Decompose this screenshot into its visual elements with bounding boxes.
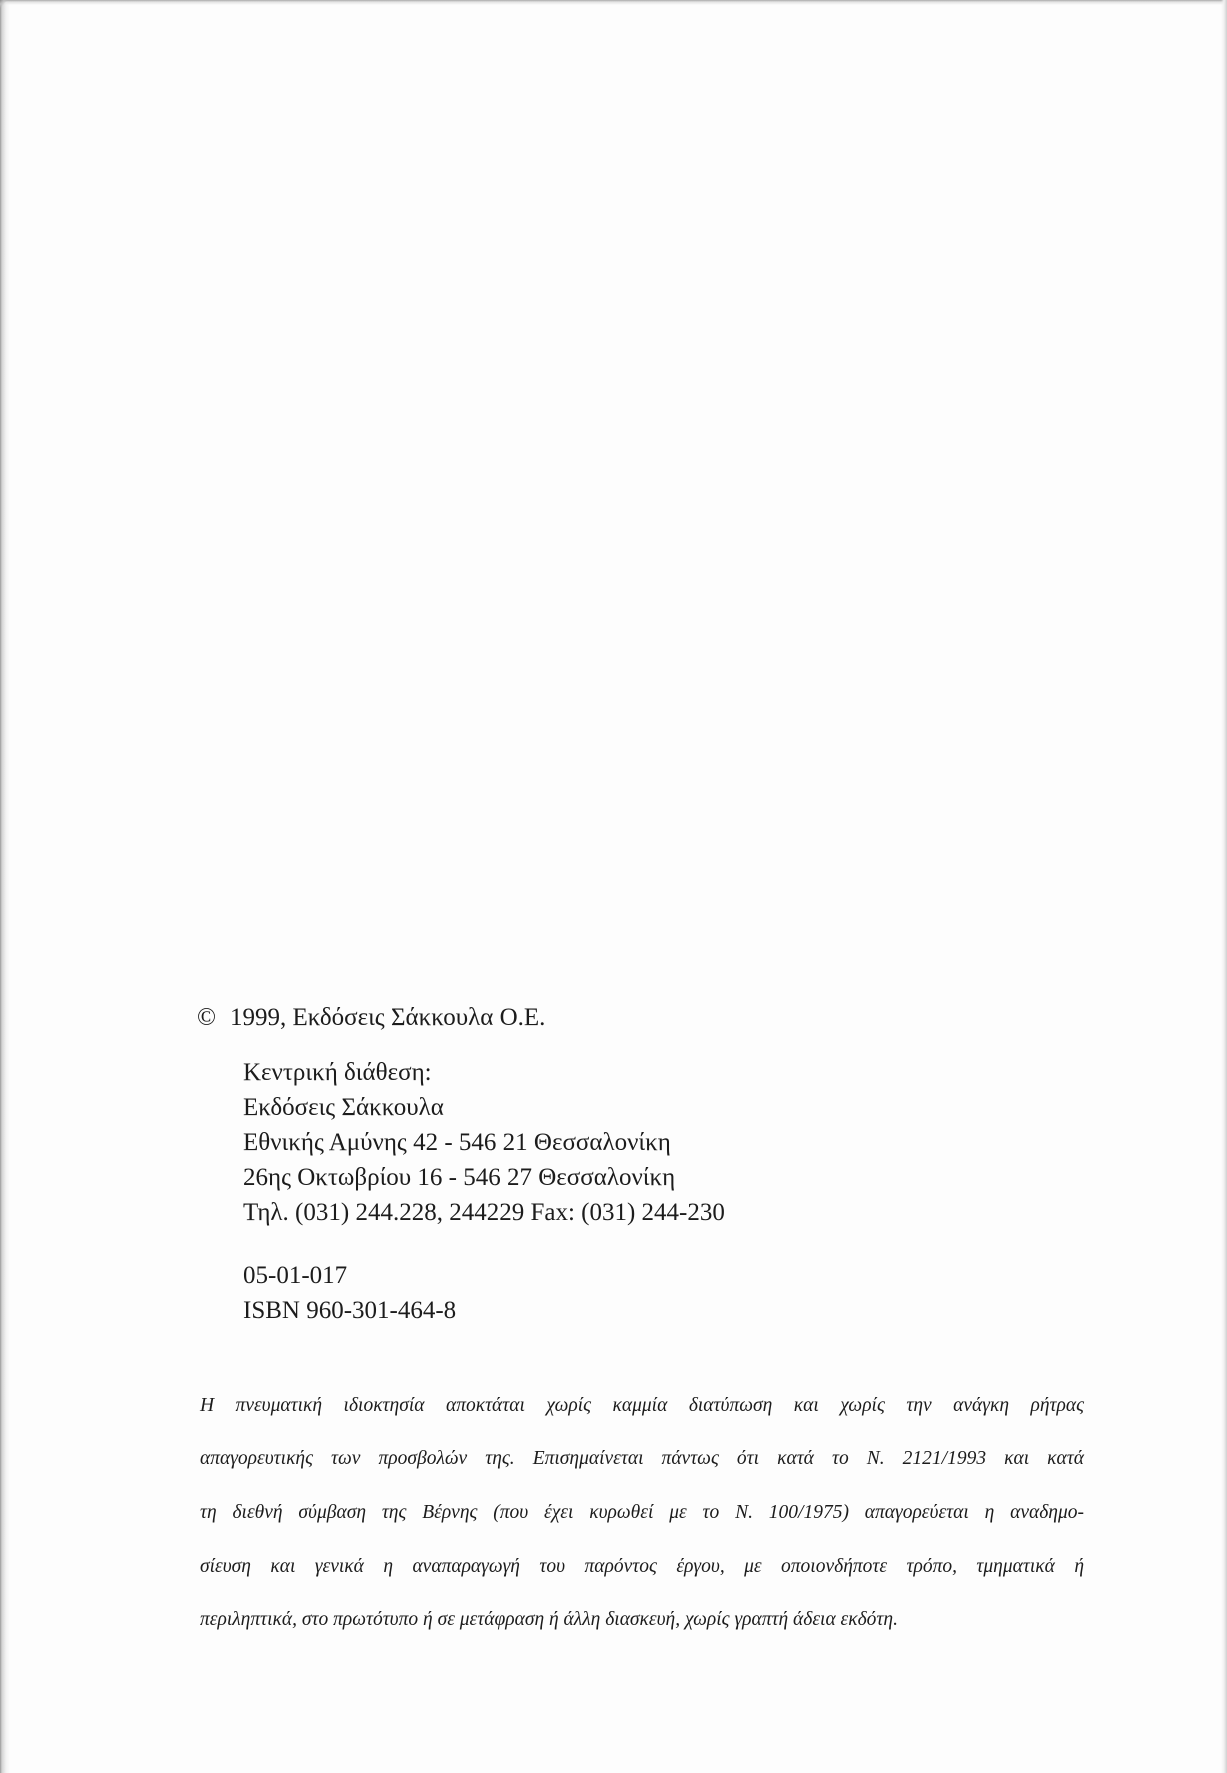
legal-notice-line: περιληπτικά, στο πρωτότυπο ή σε μετάφραση ή άλλη διασκευή, χωρίς γραπτή άδεια εκδότη. bbox=[200, 1609, 898, 1631]
copyright-text: 1999, Εκδόσεις Σάκκουλα Ο.Ε. bbox=[230, 1004, 546, 1031]
copyright-line bbox=[197, 1002, 545, 1034]
distribution-heading: Κεντρική διάθεση: bbox=[243, 1059, 432, 1086]
scan-edge-left bbox=[0, 0, 10, 1773]
distribution-block bbox=[243, 1055, 725, 1230]
distribution-address-1: Εθνικής Αμύνης 42 - 546 21 Θεσσαλονίκη bbox=[243, 1129, 671, 1156]
scan-edge-right bbox=[1221, 0, 1227, 1773]
codes-block bbox=[243, 1258, 456, 1328]
scan-corner-shadow bbox=[0, 0, 40, 40]
legal-notice-line: Η πνευματική ιδιοκτησία αποκτάται χωρίς καμμία διατύπωση και χωρίς την ανάγκη ρήτρας bbox=[200, 1394, 1084, 1416]
distribution-publisher: Εκδόσεις Σάκκουλα bbox=[243, 1094, 444, 1121]
legal-notice-line: απαγορευτικής των προσβολών της. Επισημαίνεται πάντως ότι κατά το Ν. 2121/1993 και κατά bbox=[200, 1448, 1084, 1470]
legal-notice-line: σίευση και γενικά η αναπαραγωγή του παρόντος έργου, με οποιονδήποτε τρόπο, τμηματικά ή bbox=[200, 1555, 1084, 1577]
legal-notice-line: τη διεθνή σύμβαση της Βέρνης (που έχει κυρωθεί με το Ν. 100/1975) απαγορεύεται η αναδημο- bbox=[200, 1501, 1084, 1523]
legal-notice bbox=[200, 1366, 1084, 1661]
distribution-address-2: 26ης Οκτωβρίου 16 - 546 27 Θεσσαλονίκη bbox=[243, 1164, 676, 1191]
isbn: ISBN 960-301-464-8 bbox=[243, 1297, 457, 1324]
scan-edge-top bbox=[0, 0, 1227, 5]
distribution-phone-fax: Τηλ. (031) 244.228, 244229 Fax: (031) 244-230 bbox=[243, 1199, 725, 1226]
copyright-symbol: © bbox=[197, 1004, 216, 1031]
catalog-code: 05-01-017 bbox=[243, 1262, 348, 1289]
